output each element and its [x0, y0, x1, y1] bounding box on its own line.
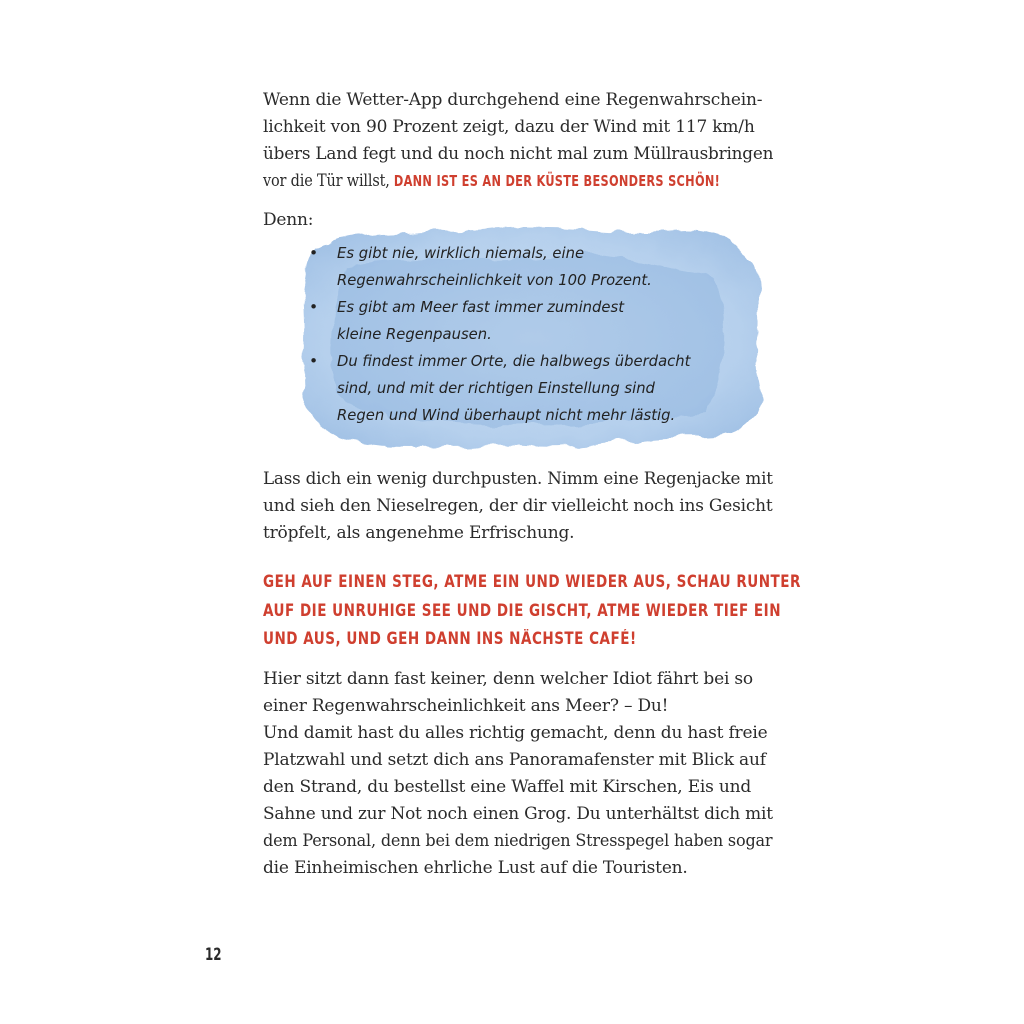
text-fragment: vor die Tür willst, — [263, 171, 395, 191]
intro-paragraph — [263, 87, 773, 195]
text-line: dem Personal, denn bei dem niedrigen Stresspegel haben sogar — [263, 831, 773, 851]
list-item-line: Regenwahrscheinlichkeit von 100 Prozent. — [337, 271, 652, 289]
list-item-line: sind, und mit der richtigen Einstellung sind — [337, 379, 655, 397]
text-line: einer Regenwahrscheinlichkeit ans Meer? – Du! — [263, 696, 669, 716]
list-item — [307, 294, 767, 348]
list-item-line: kleine Regenpausen. — [337, 325, 492, 343]
callout-line: GEH AUF EINEN STEG, ATME EIN UND WIEDER AUS, SCHAU RUNTER — [263, 572, 801, 591]
list-item-line: Es gibt nie, wirklich niemals, eine — [337, 244, 585, 262]
callout-line: UND AUS, UND GEH DANN INS NÄCHSTE CAFÉ! — [263, 629, 637, 648]
page-number: 12 — [205, 945, 222, 965]
bullet-marker: • — [309, 244, 319, 262]
callout-heading — [263, 568, 823, 654]
bullet-marker: • — [309, 298, 319, 316]
list-item — [307, 348, 767, 429]
text-line: Und damit hast du alles richtig gemacht, denn du hast freie — [263, 723, 768, 743]
text-line: lichkeit von 90 Prozent zeigt, dazu der Wind mit 117 km/h — [263, 117, 755, 137]
list-item-line: Es gibt am Meer fast immer zumindest — [337, 298, 625, 316]
text-line: Platzwahl und setzt dich ans Panoramafenster mit Blick auf — [263, 750, 766, 770]
reasons-list — [307, 240, 767, 429]
text-line: übers Land fegt und du noch nicht mal zum Müllrausbringen — [263, 144, 774, 164]
text-line: Wenn die Wetter-App durchgehend eine Regenwahrschein- — [263, 90, 763, 110]
text-line: tröpfelt, als angenehme Erfrischung. — [263, 523, 575, 543]
denn-label: Denn: — [263, 210, 314, 230]
text-line: Hier sitzt dann fast keiner, denn welcher Idiot fährt bei so — [263, 669, 753, 689]
text-line: die Einheimischen ehrliche Lust auf die Touristen. — [263, 858, 688, 878]
text-line: Lass dich ein wenig durchpusten. Nimm eine Regenjacke mit — [263, 469, 773, 489]
callout-line: AUF DIE UNRUHIGE SEE UND DIE GISCHT, ATME WIEDER TIEF EIN — [263, 600, 782, 620]
text-line: und sieh den Nieselregen, der dir vielleicht noch ins Gesicht — [263, 496, 773, 516]
list-item-line: Du findest immer Orte, die halbwegs überdacht — [337, 352, 691, 370]
raincoat-paragraph — [263, 466, 773, 547]
bullet-marker: • — [309, 352, 319, 370]
text-line-with-highlight — [263, 168, 773, 195]
highlight-phrase: DANN IST ES AN DER KÜSTE BESONDERS SCHÖN! — [394, 172, 721, 190]
text-line: Sahne und zur Not noch einen Grog. Du unterhältst dich mit — [263, 804, 773, 824]
cafe-paragraph — [263, 666, 773, 882]
text-line: den Strand, du bestellst eine Waffel mit Kirschen, Eis und — [263, 777, 752, 797]
list-item — [307, 240, 767, 294]
list-item-line: Regen und Wind überhaupt nicht mehr lästig. — [337, 406, 676, 424]
